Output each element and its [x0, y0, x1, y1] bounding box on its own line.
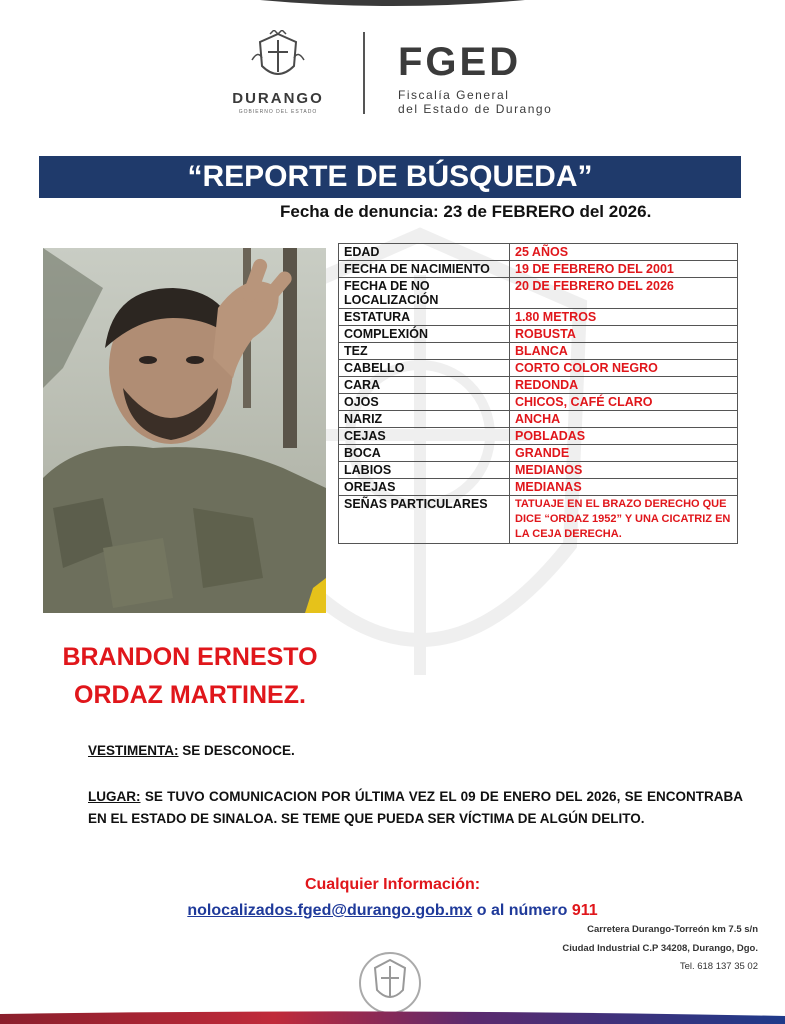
coat-of-arms-icon — [248, 30, 308, 88]
details-row — [339, 479, 738, 496]
detail-label: COMPLEXIÓN — [339, 326, 510, 343]
agency-acronym: FGED — [398, 40, 522, 84]
details-row — [339, 394, 738, 411]
detail-value: POBLADAS — [510, 428, 738, 445]
contact-or-text: o al número — [472, 902, 572, 919]
contact-title: Cualquier Información: — [304, 876, 481, 893]
detail-label: FECHA DE NO LOCALIZACIÓN — [339, 278, 510, 309]
detail-label: NARIZ — [339, 411, 510, 428]
details-row — [339, 326, 738, 343]
detail-label: OJOS — [339, 394, 510, 411]
detail-label: SEÑAS PARTICULARES — [339, 496, 510, 544]
detail-value: REDONDA — [510, 377, 738, 394]
detail-value: 25 AÑOS — [510, 244, 738, 261]
detail-label: ESTATURA — [339, 309, 510, 326]
clothing-paragraph — [88, 740, 743, 762]
contact-email-link[interactable]: nolocalizados.fged@durango.gob.mx — [187, 902, 473, 919]
details-row — [339, 343, 738, 360]
details-row — [339, 360, 738, 377]
clothing-text: SE DESCONOCE. — [178, 743, 295, 758]
detail-value: CORTO COLOR NEGRO — [510, 360, 738, 377]
details-row — [339, 411, 738, 428]
detail-value: TATUAJE EN EL BRAZO DERECHO QUE DICE “ORDAZ 1952” Y UNA CICATRIZ EN LA CEJA DERECHA. — [510, 496, 738, 544]
name-line2: ORDAZ MARTINEZ. — [74, 681, 306, 709]
emergency-phone: 911 — [571, 902, 598, 919]
detail-label: OREJAS — [339, 479, 510, 496]
detail-value: MEDIANOS — [510, 462, 738, 479]
detail-value: ROBUSTA — [510, 326, 738, 343]
details-row — [339, 278, 738, 309]
details-row — [339, 445, 738, 462]
durango-logo-text: DURANGO — [232, 90, 324, 107]
details-row — [339, 496, 738, 544]
detail-value: 1.80 METROS — [510, 309, 738, 326]
details-row — [339, 428, 738, 445]
place-paragraph — [88, 786, 743, 830]
address-line2: Ciudad Industrial C.P 34208, Durango, Dgo. — [562, 943, 758, 954]
durango-logo-subtext: GOBIERNO DEL ESTADO — [238, 109, 318, 115]
contact-line — [0, 902, 785, 920]
detail-label: FECHA DE NACIMIENTO — [339, 261, 510, 278]
detail-label: EDAD — [339, 244, 510, 261]
bottom-color-bar — [0, 1008, 785, 1024]
place-text: SE TUVO COMUNICACION POR ÚLTIMA VEZ EL 09 DE ENERO DEL 2026, SE ENCONTRABA EN EL ESTADO DE SINALOA. SE TEME QUE PUEDA SER VÍCTIMA DE ALGÚN DELITO. — [88, 789, 743, 826]
clothing-label: VESTIMENTA: — [88, 743, 179, 758]
address-line1: Carretera Durango-Torreón km 7.5 s/n — [587, 924, 758, 935]
agency-name-line2: del Estado de Durango — [398, 102, 553, 116]
report-date: Fecha de denuncia: 23 de FEBRERO del 2026. — [280, 202, 652, 221]
person-details-table — [338, 243, 738, 544]
details-row — [339, 261, 738, 278]
address-phone: Tel. 618 137 35 02 — [679, 961, 758, 972]
details-row — [339, 377, 738, 394]
durango-logo — [208, 30, 348, 120]
detail-value: GRANDE — [510, 445, 738, 462]
detail-value: 19 DE FEBRERO DEL 2001 — [510, 261, 738, 278]
detail-value: CHICOS, CAFÉ CLARO — [510, 394, 738, 411]
header-divider — [363, 32, 365, 114]
detail-label: CABELLO — [339, 360, 510, 377]
detail-label: TEZ — [339, 343, 510, 360]
detail-value: 20 DE FEBRERO DEL 2026 — [510, 278, 738, 309]
detail-label: BOCA — [339, 445, 510, 462]
details-row — [339, 244, 738, 261]
name-line1: BRANDON ERNESTO — [62, 643, 318, 671]
agency-name-line1: Fiscalía General — [398, 88, 510, 102]
details-row — [339, 309, 738, 326]
missing-person-photo — [43, 248, 326, 613]
detail-value: ANCHA — [510, 411, 738, 428]
detail-value: BLANCA — [510, 343, 738, 360]
missing-person-name — [40, 638, 340, 714]
report-title-banner: “REPORTE DE BÚSQUEDA” — [39, 156, 741, 198]
detail-label: CARA — [339, 377, 510, 394]
details-row — [339, 462, 738, 479]
detail-value: MEDIANAS — [510, 479, 738, 496]
detail-label: LABIOS — [339, 462, 510, 479]
place-label: LUGAR: — [88, 789, 141, 804]
detail-label: CEJAS — [339, 428, 510, 445]
top-decorative-arc — [0, 0, 785, 14]
